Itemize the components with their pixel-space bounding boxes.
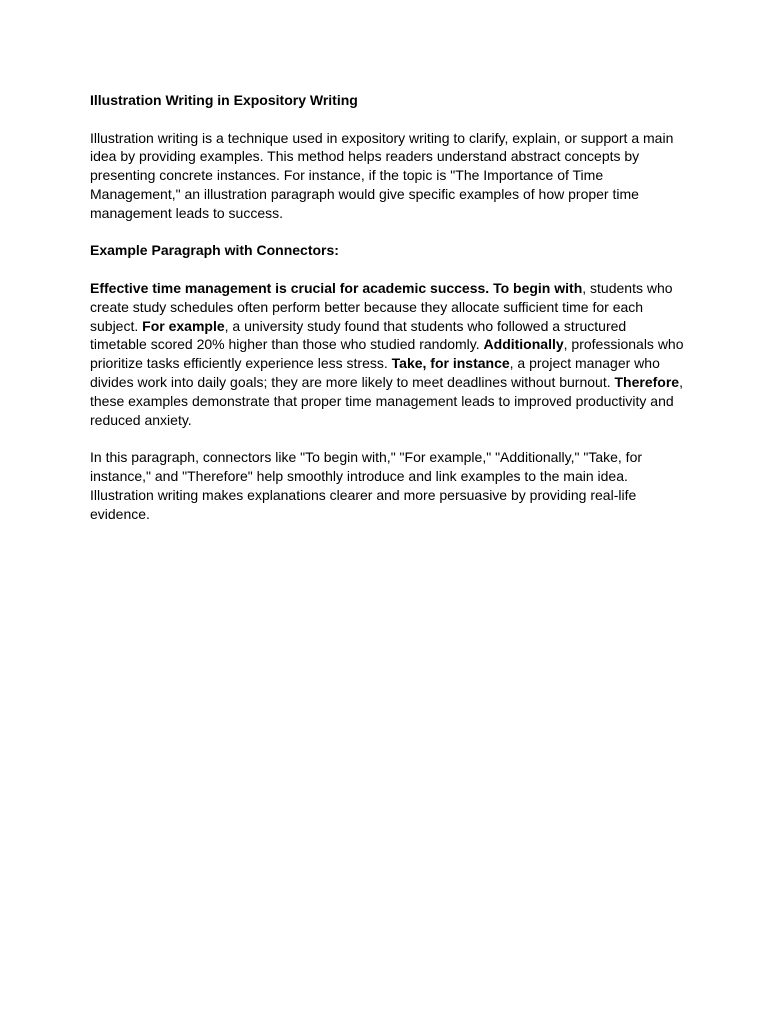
connector-for-example: For example: [142, 317, 225, 334]
connector-additionally: Additionally: [483, 336, 564, 353]
example-text-5: , these examples demonstrate that proper time management leads to improved productivity and reduced anxiety.: [90, 373, 683, 428]
example-paragraph: [90, 279, 686, 429]
intro-paragraph: Illustration writing is a technique used in expository writing to clarify, explain, or support a main idea by providing examples. This method helps readers understand abstract concepts by presenting concrete instances. For instance, if the topic is "The Importance of Time Management," an illustration paragraph would give specific examples of how proper time management leads to success.: [90, 129, 674, 221]
example-text-4: , a project manager who divides work into daily goals; they are more likely to meet deadlines without burnout.: [90, 355, 660, 390]
document-title: Illustration Writing in Expository Writing: [90, 92, 358, 108]
topic-sentence: Effective time management is crucial for academic success.: [90, 279, 490, 296]
document-page: [90, 91, 686, 542]
connector-take-for-instance: Take, for instance: [391, 355, 510, 372]
example-text-2: , a university study found that students who followed a structured timetable scored 20% higher than those who studied randomly.: [90, 317, 627, 353]
example-text-1: , students who create study schedules often perform better because they allocate sufficient time for each subject.: [90, 279, 673, 334]
connector-therefore: Therefore: [614, 373, 680, 390]
example-heading: Example Paragraph with Connectors:: [90, 242, 339, 259]
conclusion-paragraph: In this paragraph, connectors like "To begin with," "For example," "Additionally," "Take, for instance," and "Therefore" help smoothly introduce and link examples to the main idea. Illustration writing makes explanations clearer and more persuasive by providing real-life evidence.: [90, 449, 643, 522]
example-text-3: , professionals who prioritize tasks efficiently experience less stress.: [90, 336, 684, 372]
connector-to-begin-with: To begin with: [493, 279, 583, 296]
